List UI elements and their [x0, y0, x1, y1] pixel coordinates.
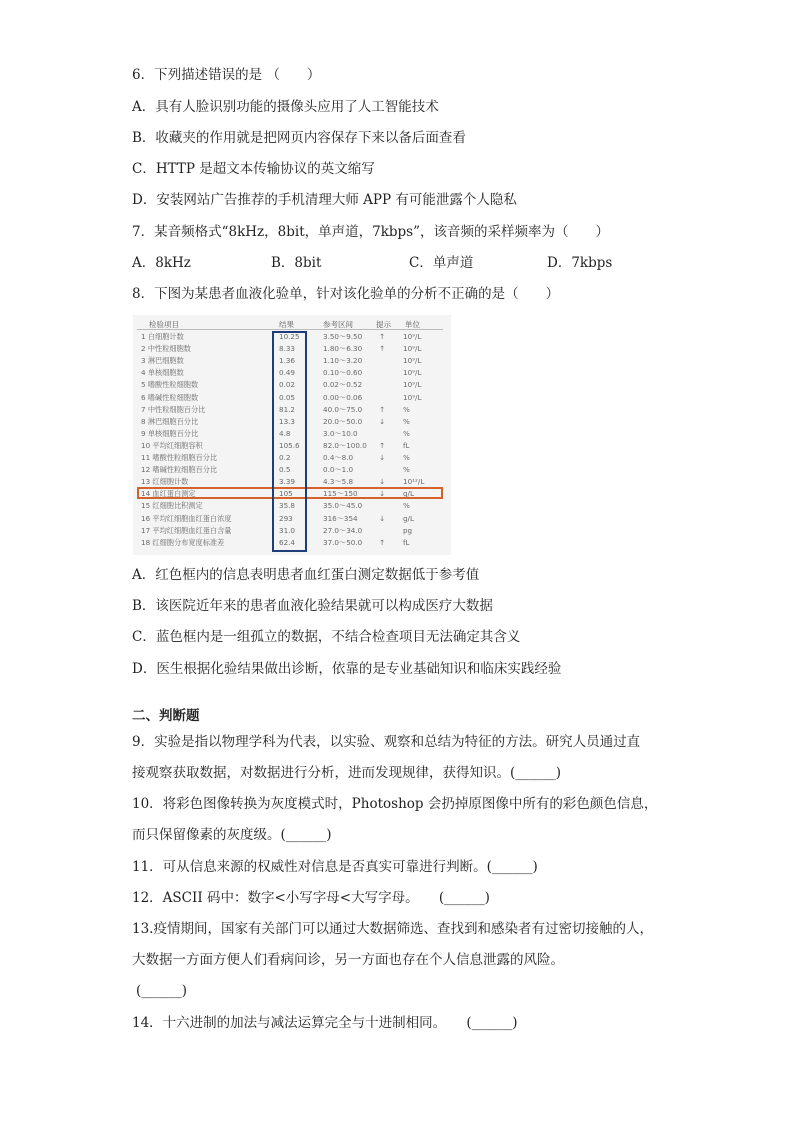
lab-header-result: 结果: [279, 320, 294, 329]
lab-cell-unit: 10⁹/L: [403, 392, 422, 402]
lab-cell-hint: ↓: [379, 513, 386, 523]
lab-cell-result: 0.49: [279, 368, 296, 378]
lab-cell-unit: 10⁹/L: [403, 368, 422, 378]
lab-cell-result: 0.05: [279, 392, 296, 402]
lab-cell-range: 115～150: [323, 489, 358, 499]
lab-cell-item: 16 平均红细胞血红蛋白浓度: [141, 513, 232, 523]
q13-line1: 13.疫情期间，国家有关部门可以通过大数据筛选、查找到和感染者有过密切接触的人，: [132, 921, 653, 937]
lab-cell-item: 12 嗜碱性粒细胞百分比: [141, 465, 218, 475]
lab-cell-result: 293: [279, 513, 293, 523]
q13-line2: 大数据一方面方便人们看病问诊，另一方面也存在个人信息泄露的风险。: [132, 952, 564, 968]
lab-cell-range: 0.0～1.0: [323, 465, 354, 475]
lab-cell-result: 105: [279, 489, 293, 499]
lab-cell-result: 10.25: [279, 332, 300, 341]
lab-cell-unit: fL: [403, 440, 410, 450]
lab-cell-hint: ↑: [379, 332, 386, 341]
q8-option-d: D．医生根据化验结果做出诊断，依靠的是专业基础知识和临床实践经验: [132, 661, 562, 677]
lab-cell-item: 5 嗜酸性粒细胞数: [141, 380, 199, 390]
q6-option-c: C．HTTP 是超文本传输协议的英文缩写: [132, 161, 375, 177]
lab-cell-range: 4.3～5.8: [323, 477, 354, 487]
lab-header-unit: 单位: [405, 320, 420, 329]
lab-cell-hint: ↓: [379, 453, 386, 462]
q7-option-d: D．7kbps: [547, 255, 613, 271]
q10-line1: 10．将彩色图像转换为灰度模式时，Photoshop 会扔掉原图像中所有的彩色颜色信息，: [132, 796, 658, 812]
lab-cell-range: 37.0～50.0: [323, 537, 363, 547]
lab-cell-item: 7 中性粒细胞百分比: [141, 404, 206, 414]
lab-cell-unit: 10⁹/L: [403, 380, 422, 390]
q8-option-c: C．蓝色框内是一组孤立的数据，不结合检查项目无法确定其含义: [132, 629, 521, 645]
lab-cell-item: 3 淋巴细胞数: [141, 356, 184, 366]
lab-cell-item: 6 嗜碱性粒细胞数: [141, 392, 199, 402]
lab-cell-result: 3.39: [279, 477, 296, 487]
q9-line1: 9．实验是指以物理学科为代表，以实验、观察和总结为特征的方法。研究人员通过直: [132, 734, 641, 750]
lab-cell-unit: g/L: [403, 513, 414, 523]
lab-cell-item: 10 平均红细胞容积: [141, 440, 203, 450]
q7-option-c: C．单声道: [409, 255, 474, 271]
q12-line1: 12．ASCII 码中：数字<小写字母<大写字母。 (______): [132, 890, 490, 906]
lab-cell-unit: 10⁹/L: [403, 344, 422, 354]
q7-stem: 7．某音频格式“8kHz，8bit，单声道，7kbps”，该音频的采样频率为（ ）: [132, 224, 610, 240]
lab-cell-item: 1 白细胞计数: [141, 332, 184, 341]
lab-cell-range: 0.4～8.0: [323, 453, 354, 462]
lab-cell-unit: %: [403, 501, 410, 511]
lab-cell-result: 4.8: [279, 428, 291, 438]
lab-header-item: 检验项目: [149, 320, 179, 329]
lab-cell-unit: %: [403, 428, 410, 438]
lab-cell-range: 0.00～0.06: [323, 392, 363, 402]
lab-header-divider: [137, 329, 443, 330]
lab-cell-item: 17 平均红细胞血红蛋白含量: [141, 525, 232, 535]
lab-cell-result: 62.4: [279, 537, 296, 547]
lab-cell-result: 35.8: [279, 501, 296, 511]
q8-option-a: A．红色框内的信息表明患者血红蛋白测定数据低于参考值: [132, 567, 480, 583]
blue-highlight-box: [272, 331, 307, 552]
lab-cell-unit: %: [403, 404, 410, 414]
q8-option-b: B．该医院近年来的患者血液化验结果就可以构成医疗大数据: [132, 598, 493, 614]
q13-line3: (______): [136, 983, 188, 999]
lab-cell-result: 105.6: [279, 440, 300, 450]
q6-option-a: A．具有人脸识别功能的摄像头应用了人工智能技术: [132, 99, 439, 115]
q10-line2: 而只保留像素的灰度级。(______): [132, 827, 332, 843]
lab-header-hint: 提示: [376, 320, 391, 329]
lab-cell-item: 13 红细胞计数: [141, 477, 189, 487]
lab-cell-hint: ↓: [379, 489, 386, 499]
q6-option-b: B．收藏夹的作用就是把网页内容保存下来以备后面查看: [132, 130, 466, 146]
q6-option-d: D．安装网站广告推荐的手机清理大师 APP 有可能泄露个人隐私: [132, 192, 517, 208]
lab-cell-range: 3.0～10.0: [323, 428, 358, 438]
lab-cell-result: 13.3: [279, 416, 296, 426]
lab-cell-range: 27.0～34.0: [323, 525, 363, 535]
lab-cell-unit: %: [403, 453, 410, 462]
lab-cell-range: 316～354: [323, 513, 358, 523]
lab-cell-item: 8 淋巴细胞百分比: [141, 416, 199, 426]
lab-cell-hint: ↓: [379, 477, 386, 487]
lab-cell-result: 81.2: [279, 404, 296, 414]
lab-cell-range: 35.0～45.0: [323, 501, 363, 511]
lab-cell-unit: fL: [403, 537, 410, 547]
q9-line2: 接观察获取数据，对数据进行分析，进而发现规律，获得知识。(______): [132, 765, 562, 781]
lab-cell-result: 31.0: [279, 525, 296, 535]
lab-cell-unit: %: [403, 465, 410, 475]
lab-cell-hint: ↓: [379, 416, 386, 426]
lab-report-image: [133, 315, 451, 555]
lab-cell-range: 1.10～3.20: [323, 356, 363, 366]
lab-header-range: 参考区间: [323, 320, 353, 329]
q14-line1: 14．十六进制的加法与减法运算完全与十进制相同。 (______): [132, 1015, 518, 1031]
q6-stem: 6．下列描述错误的是 （ ）: [132, 67, 321, 83]
lab-cell-range: 0.10～0.60: [323, 368, 363, 378]
lab-cell-unit: pg: [403, 525, 413, 535]
lab-cell-item: 2 中性粒细胞数: [141, 344, 191, 354]
lab-cell-range: 3.50～9.50: [323, 332, 363, 341]
section-title: 二、判断题: [132, 708, 200, 724]
lab-cell-range: 40.0～75.0: [323, 404, 363, 414]
lab-cell-unit: 10¹²/L: [403, 477, 425, 487]
lab-cell-result: 0.5: [279, 465, 291, 475]
lab-cell-hint: ↑: [379, 404, 386, 414]
lab-cell-item: 18 红细胞分布宽度标准差: [141, 537, 225, 547]
lab-cell-item: 15 红细胞比积测定: [141, 501, 203, 511]
lab-cell-range: 1.80～6.30: [323, 344, 363, 354]
lab-cell-range: 20.0～50.0: [323, 416, 363, 426]
lab-cell-result: 0.02: [279, 380, 296, 390]
lab-cell-hint: ↑: [379, 537, 386, 547]
lab-cell-unit: 10⁹/L: [403, 332, 422, 341]
lab-cell-unit: g/L: [403, 489, 414, 499]
lab-cell-unit: %: [403, 416, 410, 426]
lab-cell-item: 14 血红蛋白测定: [141, 489, 196, 499]
lab-cell-result: 1.36: [279, 356, 296, 366]
lab-cell-item: 11 嗜酸性粒细胞百分比: [141, 453, 218, 462]
lab-cell-hint: ↑: [379, 440, 386, 450]
q7-option-a: A．8kHz: [132, 255, 191, 271]
lab-cell-range: 0.02～0.52: [323, 380, 363, 390]
lab-cell-hint: ↑: [379, 344, 386, 354]
lab-cell-item: 9 单核细胞百分比: [141, 428, 199, 438]
lab-cell-item: 4 单核细胞数: [141, 368, 184, 378]
q7-option-b: B．8bit: [271, 255, 322, 271]
q8-stem: 8．下图为某患者血液化验单，针对该化验单的分析不正确的是（ ）: [132, 286, 560, 302]
lab-cell-range: 82.0～100.0: [323, 440, 367, 450]
lab-cell-result: 0.2: [279, 453, 291, 462]
lab-cell-result: 8.33: [279, 344, 296, 354]
lab-cell-unit: 10⁹/L: [403, 356, 422, 366]
q11-line1: 11．可从信息来源的权威性对信息是否真实可靠进行判断。(______): [132, 859, 538, 875]
